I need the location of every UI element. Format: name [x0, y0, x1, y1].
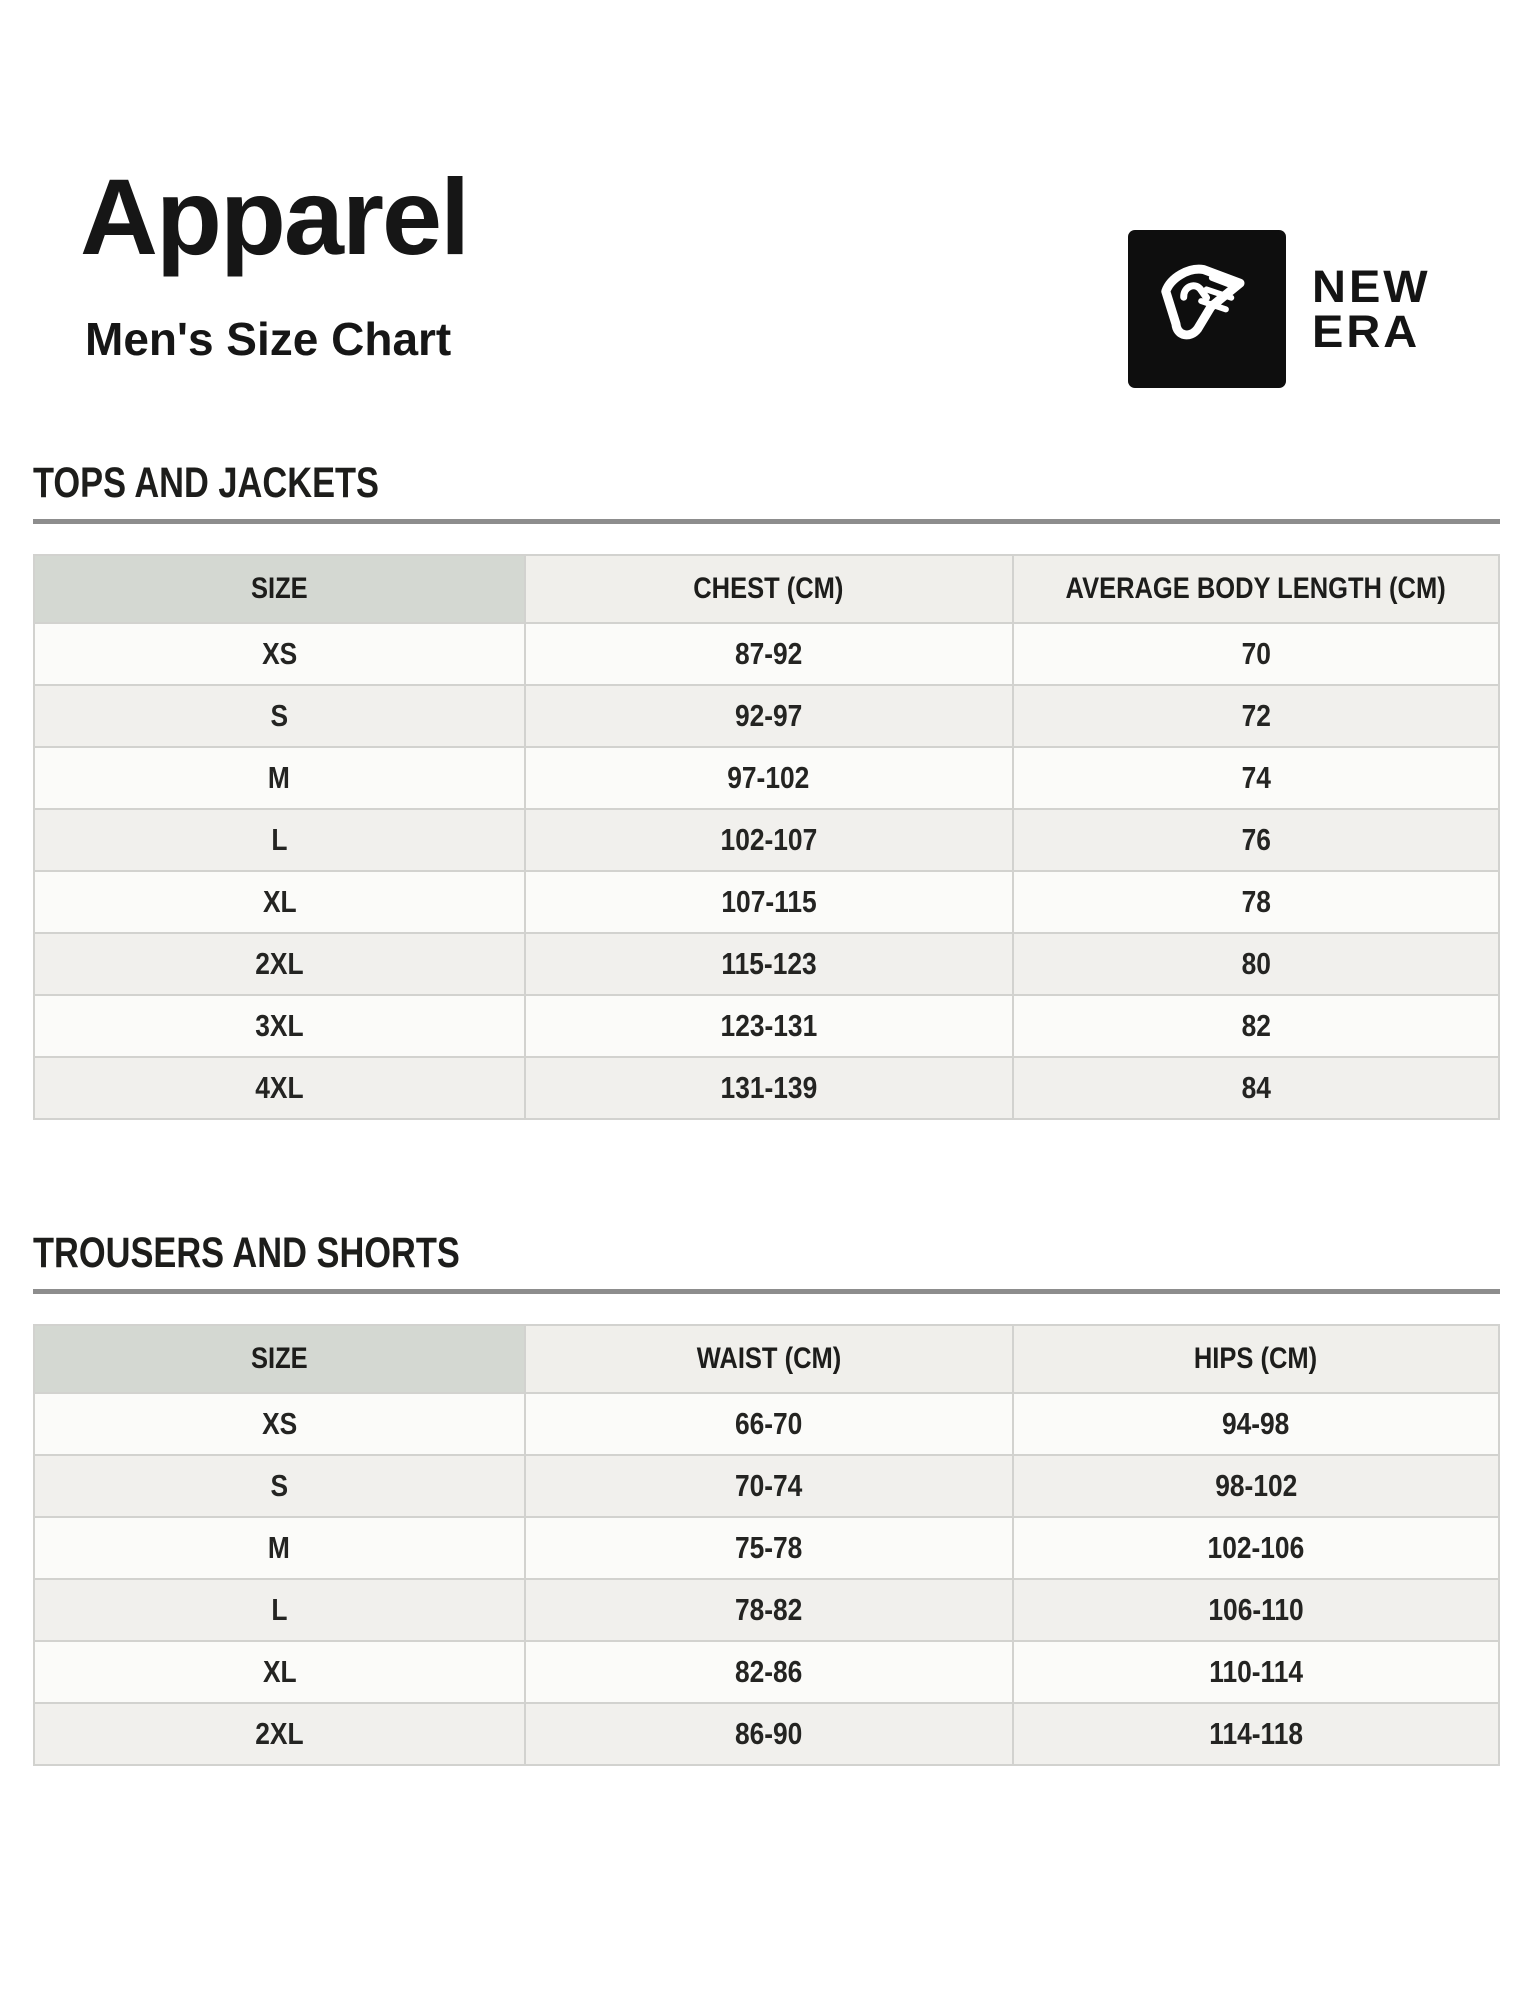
value-cell: 66-70	[525, 1393, 1013, 1455]
value-cell: 107-115	[525, 871, 1013, 933]
new-era-flag-icon	[1128, 230, 1286, 388]
brand-wordmark-line2: ERA	[1312, 305, 1421, 357]
page-title: Apparel	[80, 156, 469, 277]
table-row	[34, 1057, 1499, 1119]
column-header-chest: CHEST (CM)	[525, 555, 1013, 623]
table-row	[34, 1517, 1499, 1579]
size-cell: M	[34, 747, 525, 809]
table-header-row	[34, 1325, 1499, 1393]
value-cell: 76	[1013, 809, 1499, 871]
size-cell: S	[34, 1455, 525, 1517]
table-row	[34, 1703, 1499, 1765]
table-row	[34, 623, 1499, 685]
section-trousers-and-shorts	[33, 1229, 1500, 1766]
table-row	[34, 995, 1499, 1057]
value-cell: 70-74	[525, 1455, 1013, 1517]
tops-and-jackets-table	[33, 554, 1500, 1120]
trousers-and-shorts-table	[33, 1324, 1500, 1766]
table-row	[34, 933, 1499, 995]
section-tops-and-jackets	[33, 459, 1500, 1120]
table-header-row	[34, 555, 1499, 623]
table-row	[34, 1393, 1499, 1455]
table-row	[34, 871, 1499, 933]
column-header-size: SIZE	[34, 555, 525, 623]
size-cell: 3XL	[34, 995, 525, 1057]
value-cell: 80	[1013, 933, 1499, 995]
value-cell: 78	[1013, 871, 1499, 933]
value-cell: 123-131	[525, 995, 1013, 1057]
value-cell: 94-98	[1013, 1393, 1499, 1455]
table-header	[34, 555, 1499, 623]
size-cell: XL	[34, 1641, 525, 1703]
value-cell: 74	[1013, 747, 1499, 809]
value-cell: 86-90	[525, 1703, 1013, 1765]
size-cell: XS	[34, 1393, 525, 1455]
table-header	[34, 1325, 1499, 1393]
value-cell: 114-118	[1013, 1703, 1499, 1765]
size-cell: 2XL	[34, 933, 525, 995]
value-cell: 98-102	[1013, 1455, 1499, 1517]
table-row	[34, 1455, 1499, 1517]
size-cell: M	[34, 1517, 525, 1579]
value-cell: 131-139	[525, 1057, 1013, 1119]
value-cell: 84	[1013, 1057, 1499, 1119]
value-cell: 102-107	[525, 809, 1013, 871]
value-cell: 115-123	[525, 933, 1013, 995]
value-cell: 106-110	[1013, 1579, 1499, 1641]
size-cell: XS	[34, 623, 525, 685]
section-heading-trousers: TROUSERS AND SHORTS	[33, 1229, 460, 1277]
table-row	[34, 1579, 1499, 1641]
column-header-waist: WAIST (CM)	[525, 1325, 1013, 1393]
section-divider	[33, 1289, 1500, 1294]
size-cell: L	[34, 809, 525, 871]
value-cell: 82-86	[525, 1641, 1013, 1703]
section-heading-tops: TOPS AND JACKETS	[33, 459, 379, 507]
value-cell: 87-92	[525, 623, 1013, 685]
table-row	[34, 809, 1499, 871]
column-header-size: SIZE	[34, 1325, 525, 1393]
table-body	[34, 623, 1499, 1119]
value-cell: 92-97	[525, 685, 1013, 747]
column-header-hips: HIPS (CM)	[1013, 1325, 1499, 1393]
size-cell: L	[34, 1579, 525, 1641]
brand-wordmark	[1312, 260, 1431, 357]
size-cell: XL	[34, 871, 525, 933]
column-header-body-length: AVERAGE BODY LENGTH (CM)	[1013, 555, 1499, 623]
value-cell: 75-78	[525, 1517, 1013, 1579]
value-cell: 70	[1013, 623, 1499, 685]
value-cell: 110-114	[1013, 1641, 1499, 1703]
size-cell: 4XL	[34, 1057, 525, 1119]
table-body	[34, 1393, 1499, 1765]
value-cell: 102-106	[1013, 1517, 1499, 1579]
brand-wordmark-line1: NEW	[1312, 260, 1431, 312]
page-subtitle: Men's Size Chart	[85, 313, 452, 365]
table-row	[34, 1641, 1499, 1703]
value-cell: 72	[1013, 685, 1499, 747]
brand-logo	[1128, 230, 1431, 388]
size-cell: 2XL	[34, 1703, 525, 1765]
value-cell: 82	[1013, 995, 1499, 1057]
section-divider	[33, 519, 1500, 524]
value-cell: 97-102	[525, 747, 1013, 809]
table-row	[34, 747, 1499, 809]
table-row	[34, 685, 1499, 747]
value-cell: 78-82	[525, 1579, 1013, 1641]
size-cell: S	[34, 685, 525, 747]
